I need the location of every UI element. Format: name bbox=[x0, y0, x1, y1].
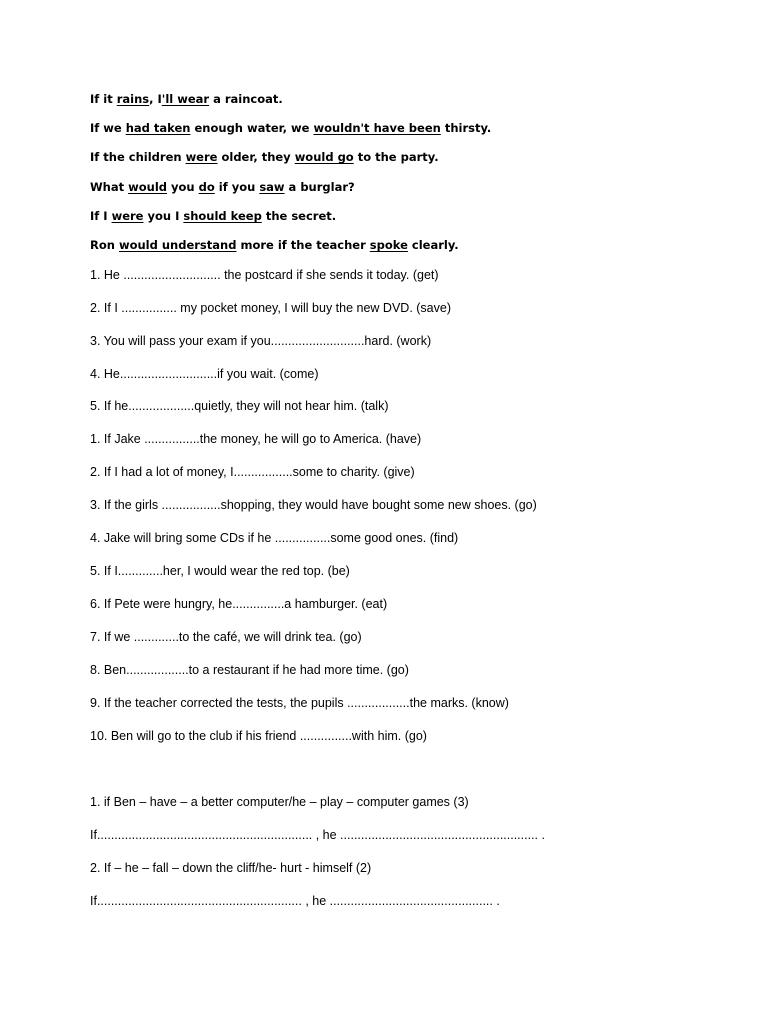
example-sentence bbox=[90, 150, 439, 164]
exercise-item: 1. He ............................ the postcard if she sends it today. (get) bbox=[90, 268, 439, 282]
underlined-verb: do bbox=[198, 180, 215, 194]
exercise-item: 6. If Pete were hungry, he...............a hamburger. (eat) bbox=[90, 597, 388, 611]
sentence-text: clearly. bbox=[407, 238, 459, 252]
sentence-text: more if the teacher bbox=[236, 238, 370, 252]
sentence-text: What bbox=[90, 180, 129, 194]
underlined-verb: were bbox=[185, 150, 218, 164]
underlined-verb: wouldn't have been bbox=[313, 121, 441, 135]
sentence-text: If I bbox=[90, 209, 112, 223]
example-sentence bbox=[90, 92, 283, 106]
exercise-item: 8. Ben..................to a restaurant if he had more time. (go) bbox=[90, 663, 409, 677]
example-sentence bbox=[90, 209, 336, 223]
exercise-prompt: 1. if Ben – have – a better computer/he – play – computer games (3) bbox=[90, 795, 469, 809]
exercise-item: 4. Jake will bring some CDs if he ................some good ones. (find) bbox=[90, 531, 459, 545]
sentence-text: If the children bbox=[90, 150, 186, 164]
exercise-item: 9. If the teacher corrected the tests, the pupils ..................the marks. (know) bbox=[90, 696, 509, 710]
exercise-item: 7. If we .............to the café, we will drink tea. (go) bbox=[90, 630, 362, 644]
exercise-item: 2. If I had a lot of money, I.................some to charity. (give) bbox=[90, 465, 415, 479]
sentence-text: the secret. bbox=[261, 209, 337, 223]
answer-line: If........................................................... , he ............................................... . bbox=[90, 894, 500, 908]
underlined-verb: had taken bbox=[125, 121, 191, 135]
underlined-verb: 'll wear bbox=[161, 92, 210, 106]
exercise-item: 5. If I.............her, I would wear the red top. (be) bbox=[90, 564, 350, 578]
exercise-item: 3. You will pass your exam if you...........................hard. (work) bbox=[90, 334, 432, 348]
sentence-text: a raincoat. bbox=[209, 92, 283, 106]
exercise-item: 5. If he...................quietly, they will not hear him. (talk) bbox=[90, 399, 389, 413]
underlined-verb: rains bbox=[116, 92, 150, 106]
sentence-text: If it bbox=[90, 92, 117, 106]
exercise-item: 1. If Jake ................the money, he will go to America. (have) bbox=[90, 432, 422, 446]
sentence-text: older, they bbox=[217, 150, 295, 164]
sentence-text: you I bbox=[143, 209, 184, 223]
exercise-prompt: 2. If – he – fall – down the cliff/he- hurt - himself (2) bbox=[90, 861, 372, 875]
exercise-item: 3. If the girls .................shopping, they would have bought some new shoes. (go) bbox=[90, 498, 537, 512]
sentence-text: If we bbox=[90, 121, 126, 135]
exercise-item: 2. If I ................ my pocket money, I will buy the new DVD. (save) bbox=[90, 301, 451, 315]
sentence-text: a burglar? bbox=[284, 180, 355, 194]
underlined-verb: saw bbox=[259, 180, 285, 194]
underlined-verb: should keep bbox=[183, 209, 262, 223]
sentence-text: Ron bbox=[90, 238, 119, 252]
sentence-text: enough water, we bbox=[190, 121, 314, 135]
example-sentence bbox=[90, 180, 355, 194]
sentence-text: you bbox=[167, 180, 199, 194]
sentence-text: , I bbox=[149, 92, 162, 106]
underlined-verb: spoke bbox=[369, 238, 408, 252]
underlined-verb: were bbox=[111, 209, 144, 223]
exercise-item: 4. He............................if you wait. (come) bbox=[90, 367, 319, 381]
underlined-verb: would understand bbox=[118, 238, 237, 252]
example-sentence bbox=[90, 121, 491, 135]
sentence-text: thirsty. bbox=[440, 121, 492, 135]
underlined-verb: would go bbox=[294, 150, 354, 164]
exercise-item: 10. Ben will go to the club if his friend ...............with him. (go) bbox=[90, 729, 427, 743]
example-sentence bbox=[90, 238, 459, 252]
sentence-text: to the party. bbox=[353, 150, 439, 164]
underlined-verb: would bbox=[128, 180, 168, 194]
answer-line: If.............................................................. , he ......................................................... . bbox=[90, 828, 545, 842]
sentence-text: if you bbox=[214, 180, 260, 194]
